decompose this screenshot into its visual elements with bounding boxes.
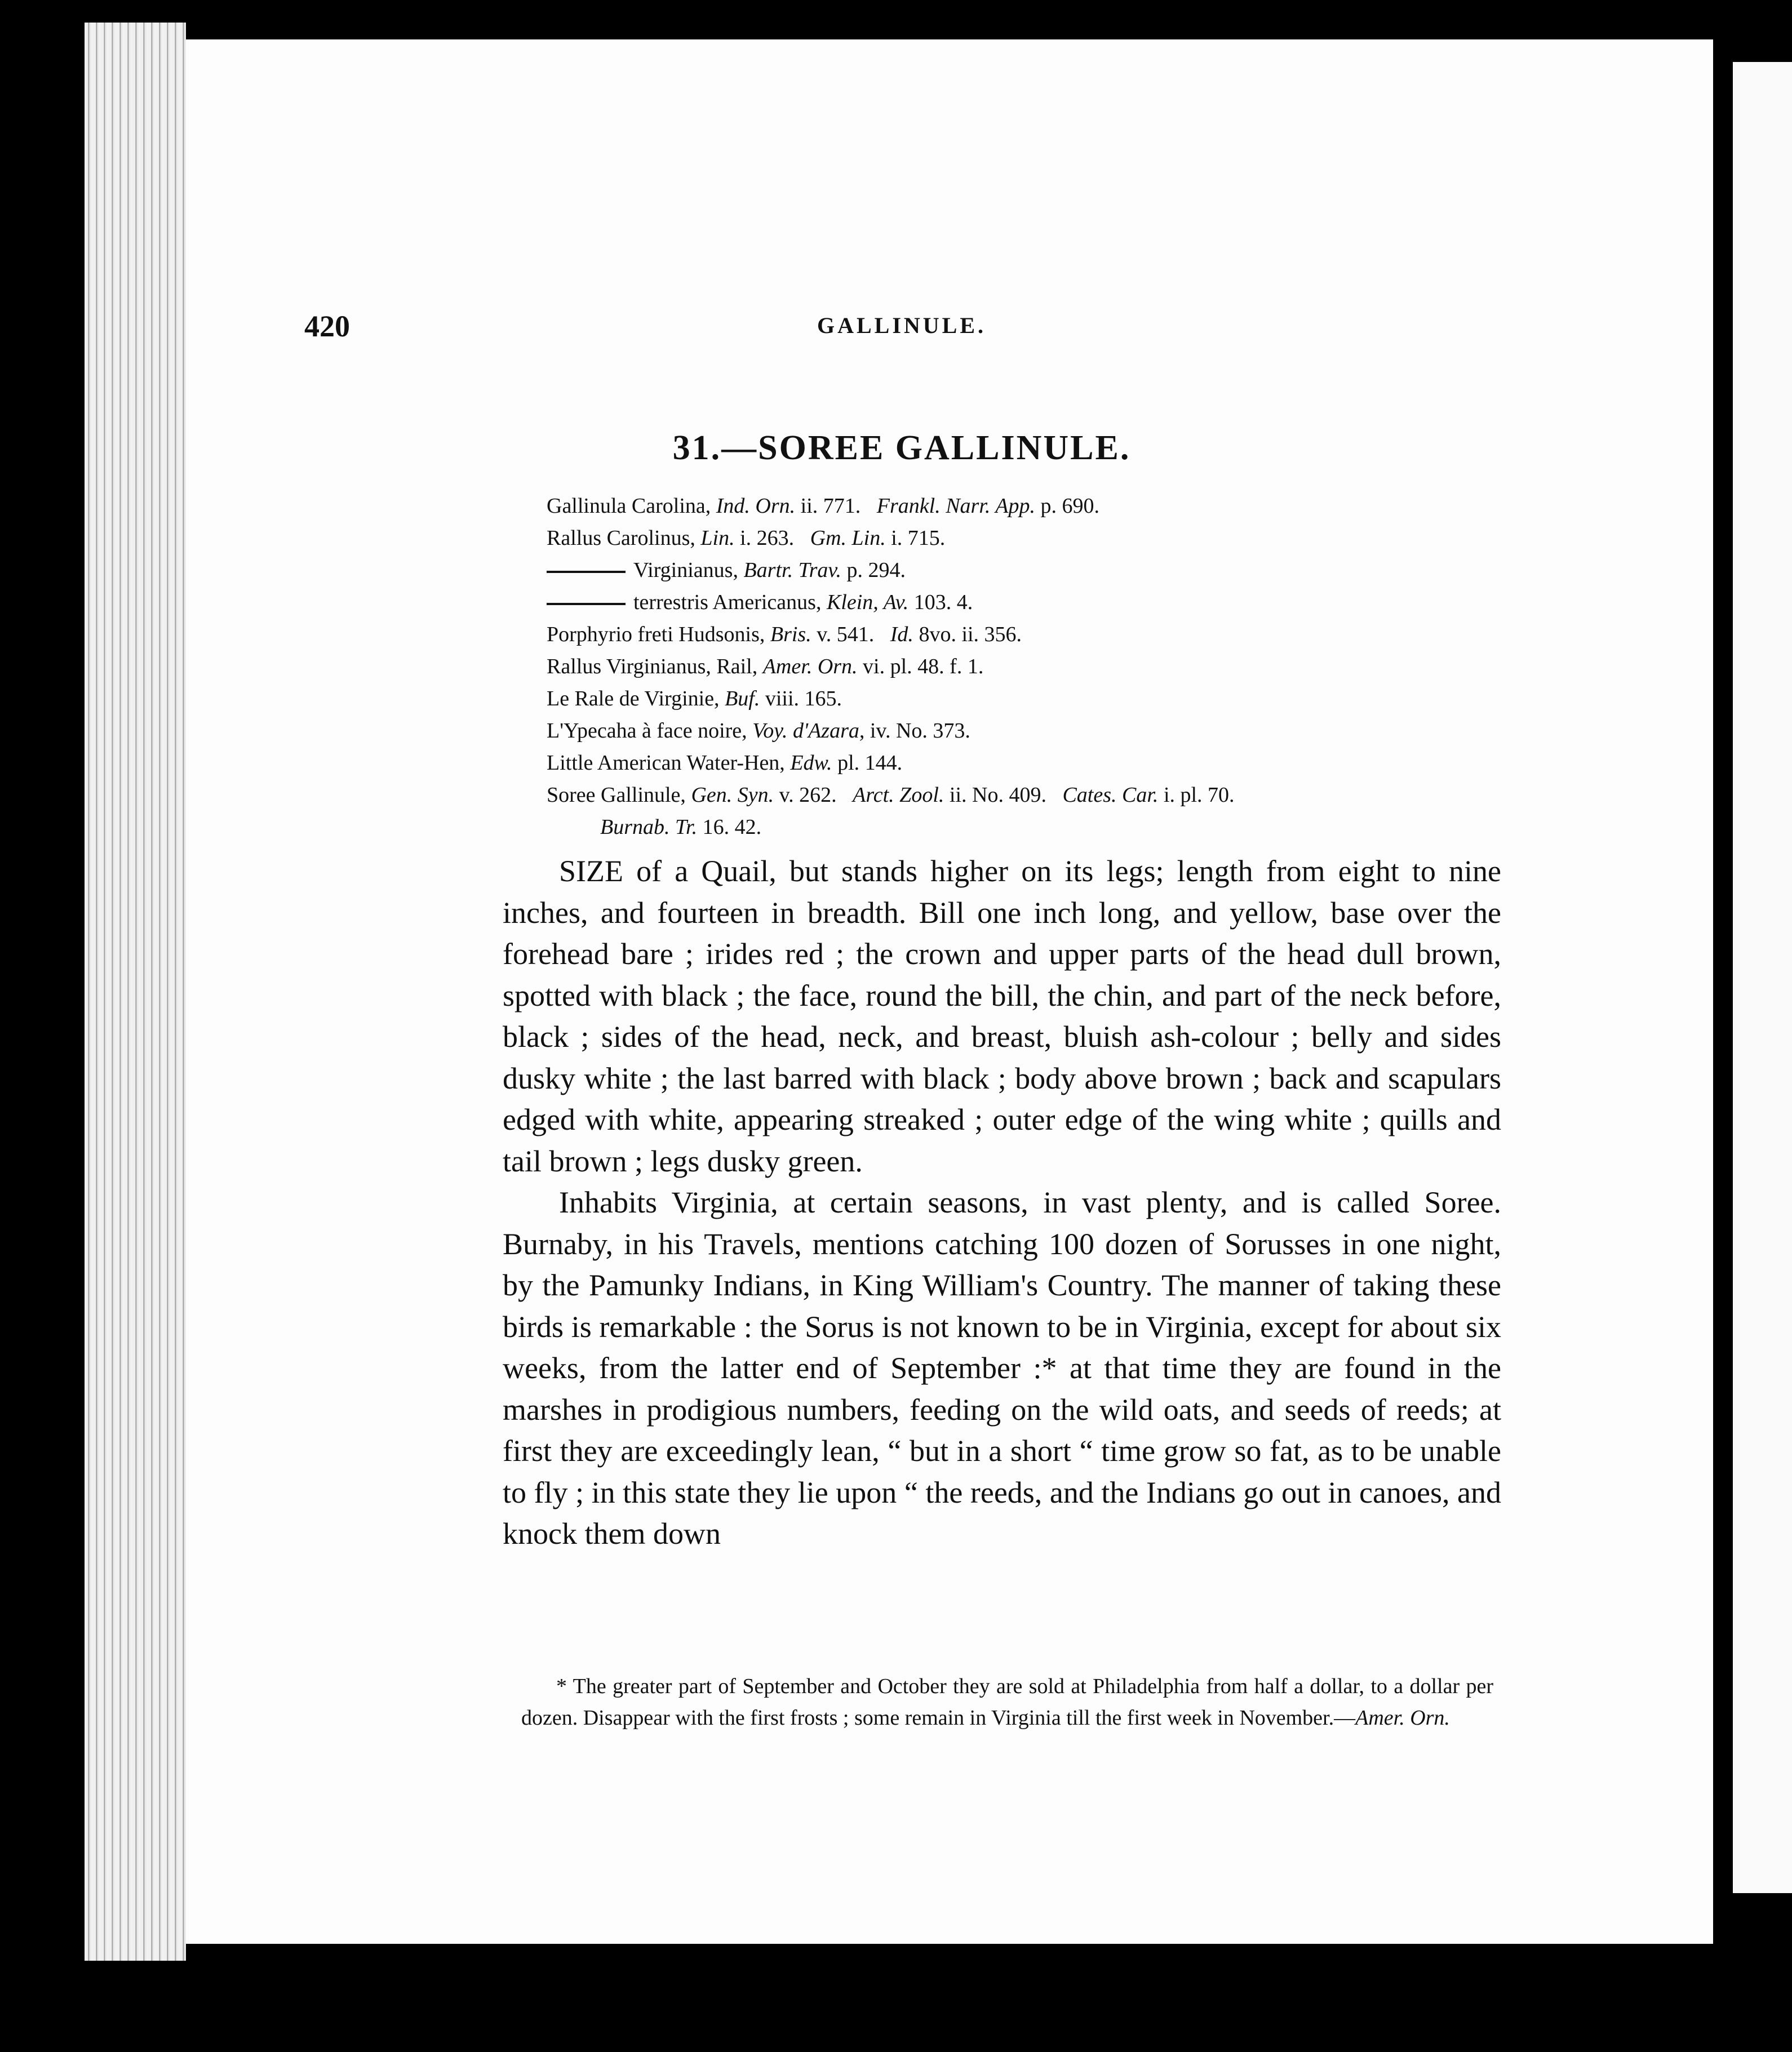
synonym-line: Rallus Virginianus, Rail, Amer. Orn. vi. pl. 48. f. 1. bbox=[547, 655, 984, 678]
synonym-line: Porphyrio freti Hudsonis, Bris. v. 541. Id. 8vo. ii. 356. bbox=[547, 623, 1022, 646]
synonym-line: Rallus Carolinus, Lin. i. 263. Gm. Lin. i. 715. bbox=[547, 526, 946, 550]
facing-page-edge bbox=[1733, 62, 1792, 1893]
synonym-line: Little American Water-Hen, Edw. pl. 144. bbox=[547, 751, 903, 775]
synonymy-list bbox=[547, 490, 1516, 843]
synonym-line: Burnab. Tr. 16. 42. bbox=[600, 815, 762, 839]
ditto-dash bbox=[547, 603, 626, 605]
section-title: 31.—SOREE GALLINULE. bbox=[672, 429, 1131, 467]
synonym-line: Gallinula Carolina, Ind. Orn. ii. 771. Frankl. Narr. App. p. 690. bbox=[547, 494, 1099, 518]
synonym-line: L'Ypecaha à face noire, Voy. d'Azara, iv. No. 373. bbox=[547, 719, 970, 743]
body-text bbox=[503, 851, 1501, 1555]
page-header bbox=[304, 309, 1499, 343]
synonym-line: terrestris Americanus, Klein, Av. 103. 4. bbox=[547, 587, 1516, 619]
page-number: 420 bbox=[304, 309, 350, 343]
synonym-line: Soree Gallinule, Gen. Syn. v. 262. Arct. Zool. ii. No. 409. Cates. Car. i. pl. 70. bbox=[547, 783, 1235, 807]
book-page-edges bbox=[85, 23, 186, 1961]
paragraph-description: SIZE of a Quail, but stands higher on its legs; length from eight to nine inches, and fourteen in breadth. Bill one inch long, and yellow, base over the forehead bare ; irides red ; the crown and upper parts of the head dull brown, spotted with black ; the face, round the bill, the chin, and part of the neck before, black ; sides of the head, neck, and breast, bluish ash-colour ; belly and sides dusky white ; the last barred with black ; body above brown ; back and scapulars edged with white, appearing streaked ; outer edge of the wing white ; quills and tail brown ; legs dusky green. bbox=[503, 854, 1501, 1178]
running-head: GALLINULE. bbox=[817, 313, 987, 338]
synonym-line: Le Rale de Virginie, Buf. viii. 165. bbox=[547, 687, 842, 710]
footnote-text: * The greater part of September and October they are sold at Philadelphia from half a dollar, to a dollar per dozen. Disappear with the first frosts ; some remain in Virginia till the first week in November.—Amer. Orn. bbox=[521, 1675, 1493, 1730]
synonym-line: Virginianus, Bartr. Trav. p. 294. bbox=[547, 554, 1516, 587]
paragraph-habitat: Inhabits Virginia, at certain seasons, in vast plenty, and is called Soree. Burnaby, in his Travels, mentions catching 100 dozen of Sorusses in one night, by the Pamunky Indians, in King William's Country. The manner of taking these birds is remarkable : the Sorus is not known to be in Virginia, except for about six weeks, from the latter end of September :* at that time they are found in the marshes in prodigious numbers, feeding on the wild oats, and seeds of reeds; at first they are exceedingly lean, “ but in a short “ time grow so fat, as to be unable to fly ; in this state they lie upon “ the reeds, and the Indians go out in canoes, and knock them down bbox=[503, 1185, 1501, 1551]
footnote bbox=[521, 1671, 1493, 1734]
ditto-dash bbox=[547, 571, 626, 573]
